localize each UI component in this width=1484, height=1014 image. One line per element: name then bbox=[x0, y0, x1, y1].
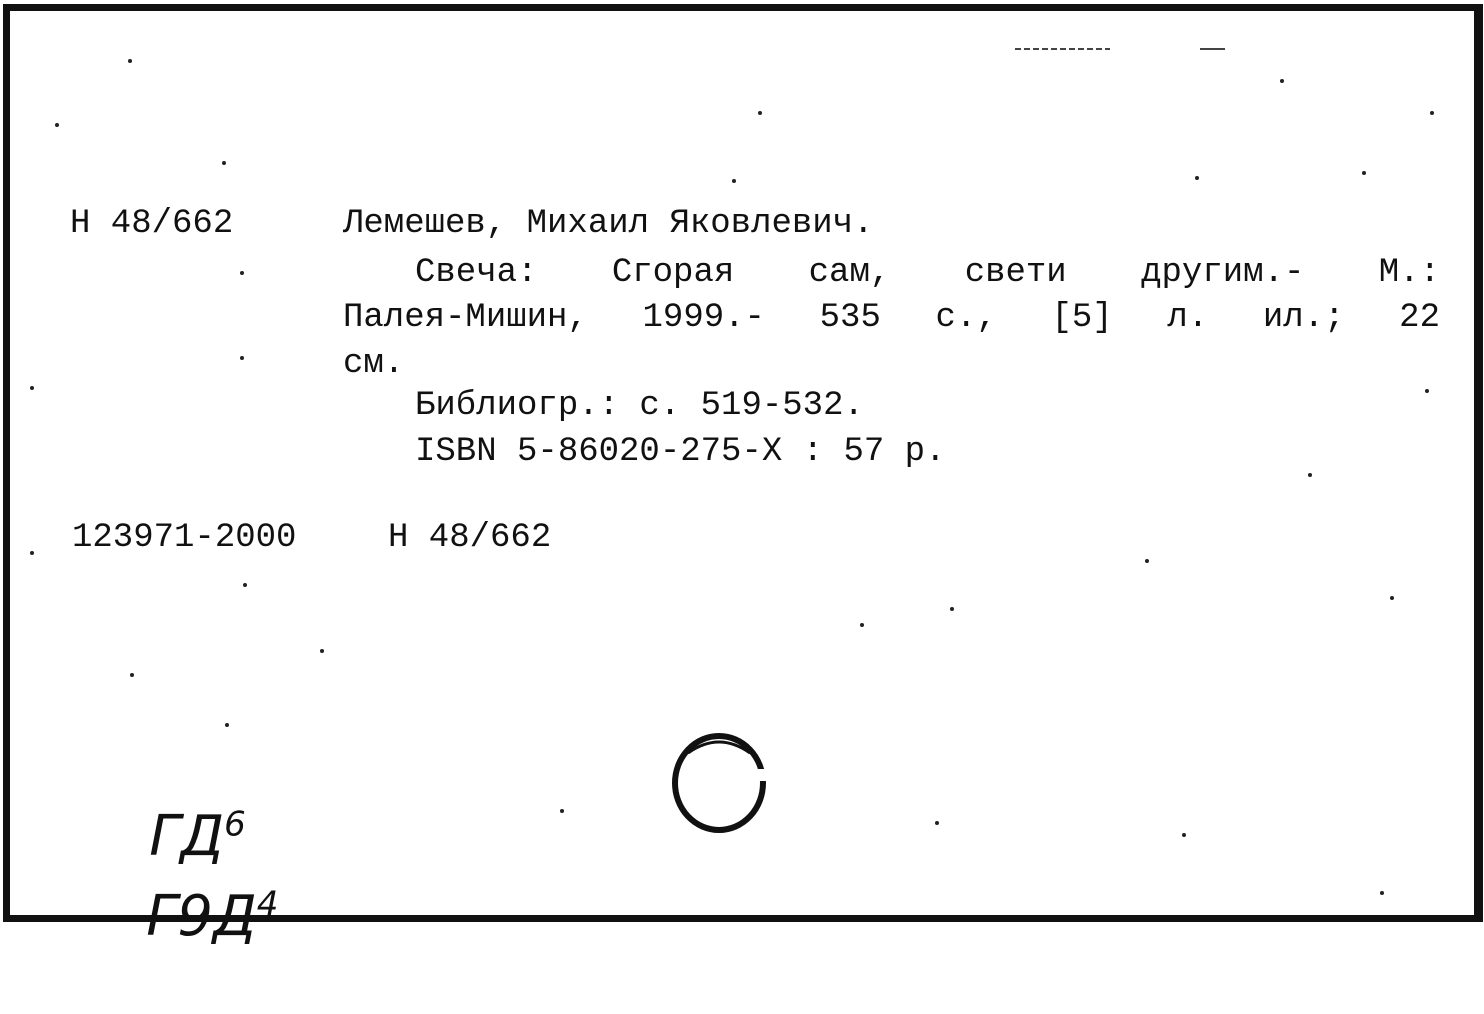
scan-speck bbox=[30, 551, 34, 555]
scan-speck bbox=[1380, 891, 1384, 895]
publisher-word: [5] bbox=[1051, 299, 1113, 337]
scan-speck bbox=[1195, 176, 1199, 180]
publisher-word: ил.; bbox=[1262, 299, 1345, 337]
handwritten-superscript: 4 bbox=[256, 884, 279, 925]
scan-speck bbox=[1308, 473, 1312, 477]
size-continuation: см. bbox=[343, 345, 405, 383]
scan-speck bbox=[320, 649, 324, 653]
publisher-word: с., bbox=[935, 299, 997, 337]
scan-speck bbox=[1390, 596, 1394, 600]
title-word: другим.- bbox=[1141, 254, 1305, 292]
scan-speck bbox=[860, 623, 864, 627]
scan-dash-artifact bbox=[1015, 45, 1235, 55]
catalog-card bbox=[3, 4, 1483, 949]
scan-speck bbox=[1145, 559, 1149, 563]
scan-speck bbox=[128, 59, 132, 63]
title-word: Сгорая bbox=[611, 254, 735, 292]
title-word: свети bbox=[964, 254, 1067, 292]
scan-speck bbox=[758, 111, 762, 115]
publisher-word: 1999.- bbox=[642, 299, 765, 337]
handwritten-text: ГД bbox=[149, 804, 225, 869]
scan-speck bbox=[55, 123, 59, 127]
inventory-call-number: Н 48/662 bbox=[388, 519, 552, 557]
punch-hole-icon bbox=[668, 731, 778, 841]
bibliography-note: Библиогр.: с. 519-532. bbox=[415, 387, 864, 425]
scan-speck bbox=[30, 386, 34, 390]
isbn-price: ISBN 5-86020-275-X : 57 р. bbox=[415, 433, 946, 471]
title-word: Свеча: bbox=[415, 254, 538, 292]
handwritten-mark-line2 bbox=[75, 819, 278, 1014]
scan-speck bbox=[950, 607, 954, 611]
scan-speck bbox=[240, 356, 244, 360]
call-number: Н 48/662 bbox=[70, 205, 234, 243]
scan-speck bbox=[1425, 389, 1429, 393]
publisher-word: л. bbox=[1167, 299, 1209, 337]
handwritten-superscript: 6 bbox=[224, 804, 246, 845]
scan-speck bbox=[222, 161, 226, 165]
scan-speck bbox=[130, 673, 134, 677]
scan-speck bbox=[935, 821, 939, 825]
title-word: М.: bbox=[1378, 254, 1440, 292]
title-word: сам, bbox=[808, 254, 891, 292]
scan-speck bbox=[225, 723, 229, 727]
publisher-word: 22 bbox=[1399, 299, 1440, 337]
handwritten-text: Г9Д bbox=[146, 884, 257, 949]
scan-speck bbox=[243, 583, 247, 587]
scan-speck bbox=[1362, 171, 1366, 175]
scan-speck bbox=[1430, 111, 1434, 115]
scan-speck bbox=[240, 271, 244, 275]
publisher-line bbox=[343, 301, 1440, 335]
scan-speck bbox=[1182, 833, 1186, 837]
scan-speck bbox=[560, 809, 564, 813]
inventory-number: 123971-2000 bbox=[72, 519, 297, 557]
author-heading: Лемешев, Михаил Яковлевич. bbox=[343, 205, 874, 243]
publisher-word: 535 bbox=[819, 299, 881, 337]
publisher-word: Палея-Мишин, bbox=[343, 299, 588, 337]
scan-speck bbox=[1280, 79, 1284, 83]
scan-speck bbox=[732, 179, 736, 183]
title-line bbox=[415, 256, 1440, 290]
